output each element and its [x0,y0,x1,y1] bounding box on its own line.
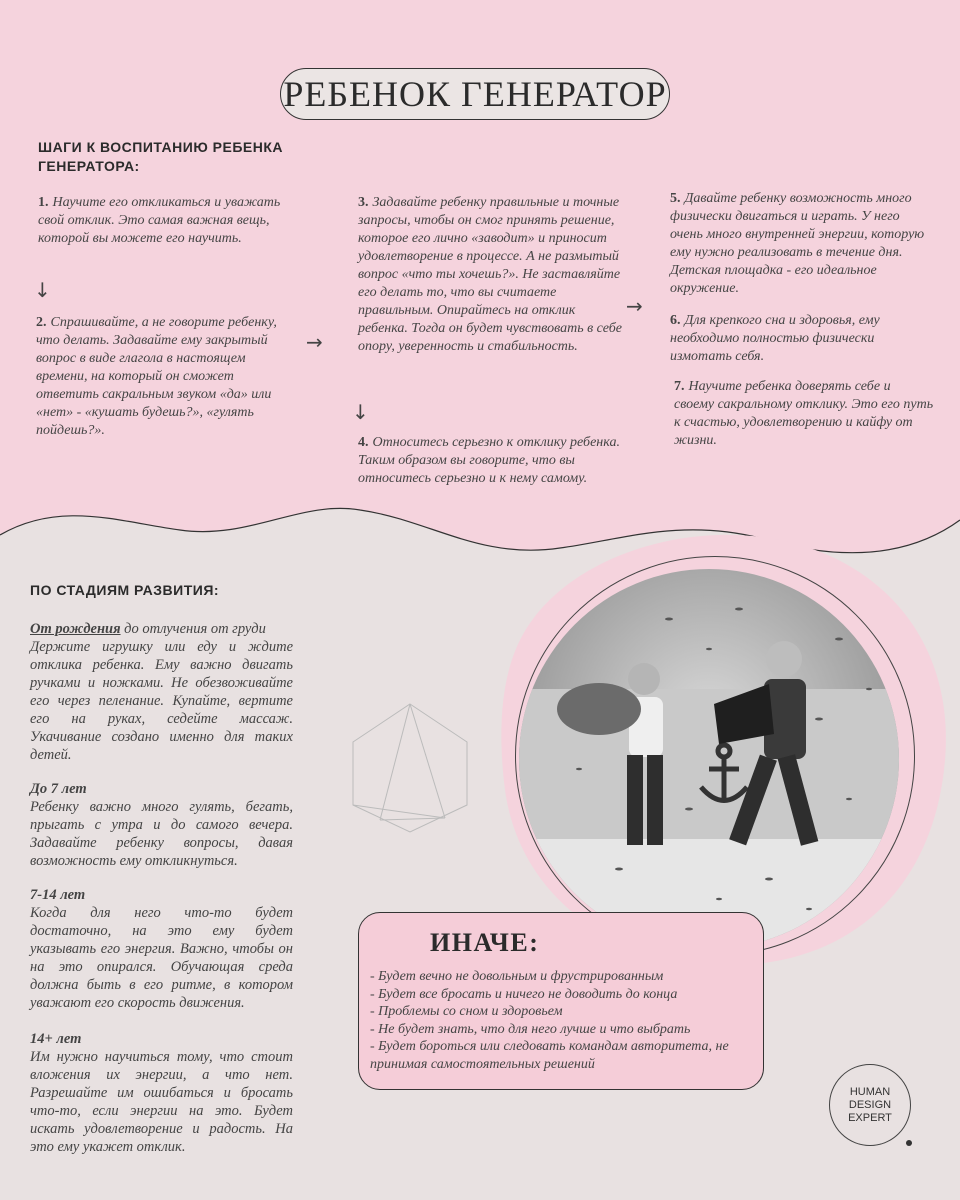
logo-line: EXPERT [848,1111,892,1124]
step-6 [670,312,930,366]
logo-line: HUMAN [849,1085,891,1098]
stage-label: От рождения [30,621,121,637]
step-number: 1. [38,195,49,210]
stage-text: Ребенку важно много гулять, бегать, прыгать с утра и до самого вечера. Задавайте ребенку вопросы, давая возможность ему откликнуться. [30,799,293,869]
steps-heading: ШАГИ К ВОСПИТАНИЮ РЕБЕНКА ГЕНЕРАТОРА: [38,139,284,174]
stage-text: Им нужно научиться тому, что стоит вложения их энергии, а что нет. Разрешайте им ошибаться и бросать что-то, если энергии на это. Будет искать удовлетворение и радость. На это ему укажет отклик. [30,1049,293,1155]
stages-heading: ПО СТАДИЯМ РАЗВИТИЯ: [30,582,220,598]
logo-dot [906,1140,912,1146]
stage-text: Когда для него что-то будет достаточно, на это ему будет указывать его энергия. Важно, чтобы он на это опирался. Обучающая среда должна быть в его ритме, в котором уважают его скорость движения. [30,905,293,1011]
step-5 [670,190,930,298]
stage-birth [30,620,293,764]
arrow-down-icon: ↓ [34,278,51,302]
otherwise-list [370,968,760,1073]
stage-to-7 [30,780,293,870]
stage-text: Держите игрушку или еду и ждите отклика ребенка. Ему важно двигать ручками и ножками. Не обезвоживайте его через пеленание. Купайте, вертите его на руках, седейте массаж. Укачивание создано именно для таких детей. [30,639,293,763]
step-text: Научите его откликаться и уважать свой отклик. Это самая важная вещь, которой вы можете его научить. [38,195,281,246]
step-text: Задавайте ребенку правильные и точные запросы, чтобы он смог принять решение, которое его лично «заводит» и приносит удовлетворение в процессе. А не размытый вопрос «что ты хочешь?». Не заставляйте его делать то, что вы считаете правильным. Опирайтесь на отклик ребенка. Тогда он будет чувствовать в себе опору, уверенность и стабильность. [358,195,622,354]
stage-label: 14+ лет [30,1031,82,1047]
list-item: - Проблемы со сном и здоровьем [370,1004,563,1019]
logo-line: DESIGN [848,1098,892,1111]
step-number: 7. [674,379,685,394]
page-title: РЕБЕНОК ГЕНЕРАТОР [280,68,670,120]
list-item: - Будет вечно не довольным и фрустрированным [370,969,664,984]
step-number: 4. [358,435,369,450]
step-3 [358,194,626,356]
step-7 [674,378,934,450]
otherwise-title: ИНАЧЕ: [430,928,540,957]
step-number: 2. [36,315,47,330]
step-number: 5. [670,191,681,206]
geometric-icon [353,704,467,832]
step-text: Научите ребенка доверять себе и своему сакральному отклику. Это его путь к счастью, удовлетворению и кайфу от жизни. [674,379,934,448]
step-number: 3. [358,195,369,210]
kids-pillow-fight-photo [519,569,899,949]
list-item: - Будет бороться или следовать командам авторитета, не принимая самостоятельных решений [370,1039,729,1072]
step-text: Спрашивайте, а не говорите ребенку, что делать. Задавайте ему закрытый вопрос в виде глагола в настоящем времени, на который он сможет ответить сакральным звуком «да» или «нет» - «кушать будешь?», «гулять пойдешь?». [36,315,277,438]
stage-label: До 7 лет [30,781,87,797]
arrow-right-icon: → [306,330,323,354]
step-text: Давайте ребенку возможность много физически двигаться и играть. У него очень много внутренней энергии, которую ему нужно реализовать в течение дня. Детская площадка - его идеальное окружение. [670,191,925,296]
step-1 [38,194,300,248]
step-text: Для крепкого сна и здоровья, ему необходимо полностью физически измотать себя. [670,313,880,364]
stage-label: 7-14 лет [30,887,86,903]
arrow-down-icon: ↓ [352,400,369,424]
list-item: - Будет все бросать и ничего не доводить до конца [370,986,678,1002]
step-2 [36,314,292,440]
arrow-right-icon: → [626,294,643,318]
step-number: 6. [670,313,681,328]
human-design-expert-logo [829,1064,911,1146]
stage-label-suffix: до отлучения от груди [120,621,266,637]
stage-14-plus [30,1030,293,1156]
step-4 [358,434,620,488]
stage-7-14 [30,886,293,1012]
list-item: - Не будет знать, что для него лучше и что выбрать [370,1021,691,1037]
step-text: Относитесь серьезно к отклику ребенка. Таким образом вы говорите, что вы относитесь серьезно и к нему самому. [358,435,620,486]
